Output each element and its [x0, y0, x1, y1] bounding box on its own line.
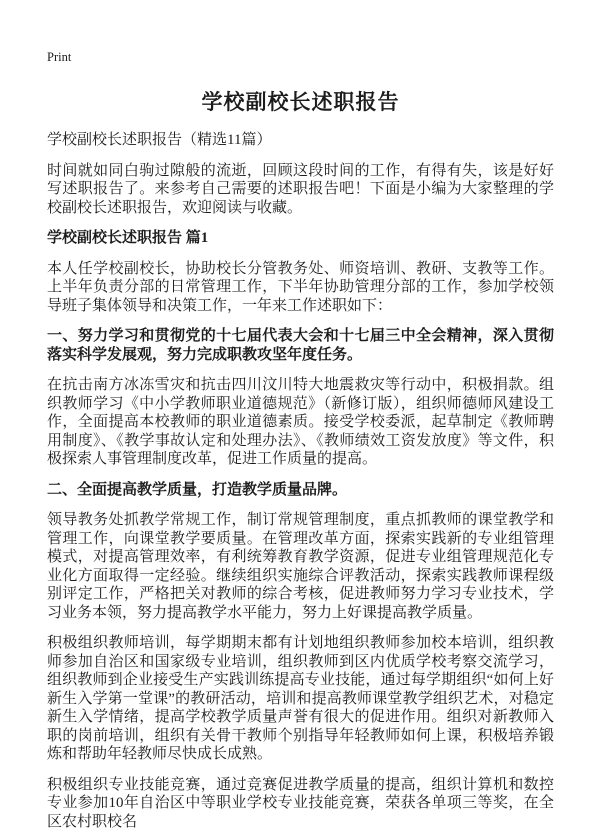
subsection-2-heading: 二、全面提高教学质量，打造教学质量品牌。	[47, 481, 554, 500]
subsection-2-paragraph-1: 领导教务处抓教学常规工作，制订常规管理制度，重点抓教师的课堂教学和管理工作，向课堂教学要质量。在管理改革方面，探索实践新的专业组管理模式，对提高管理效率，有利统筹教育教学资源，促进专业组管理规范化专业化方面取得一定经验。继续组织实施综合评教活动，探索实践教师课程级别评定工作，严格把关对教师的综合考核，促进教师努力学习专业技术，学习业务本领，努力提高教学水平能力，努力上好课提高教学质量。	[47, 511, 554, 622]
intro-paragraph: 时间就如同白驹过隙般的流逝，回顾这段时间的工作，有得有失，该是好好写述职报告了。来参考自己需要的述职报告吧！下面是小编为大家整理的学校副校长述职报告，欢迎阅读与收藏。	[47, 162, 554, 218]
print-link[interactable]: Print	[47, 50, 71, 64]
section-1-lead-paragraph: 本人任学校副校长，协助校长分管教务处、师资培训、教研、支教等工作。上半年负责分部的日常管理工作，下半年协助管理分部的工作，参加学校领导班子集体领导和决策工作，一年来工作述职如下：	[47, 260, 554, 316]
section-1-heading: 学校副校长述职报告 篇1	[47, 229, 554, 248]
subsection-1-heading: 一、努力学习和贯彻党的十七届代表大会和十七届三中全会精神，深入贯彻落实科学发展观，努力完成职教攻坚年度任务。	[47, 327, 554, 364]
subsection-2-paragraph-3: 积极组织专业技能竞赛，通过竞赛促进教学质量的提高，组织计算机和数控专业参加10年自治区中等职业学校专业技能竞赛，荣获各单项三等奖，在全区农村职校名	[47, 776, 554, 831]
document-subtitle: 学校副校长述职报告（精选11篇）	[47, 131, 554, 150]
subsection-1-paragraph-1: 在抗击南方冰冻雪灾和抗击四川汶川特大地震救灾等行动中，积极捐款。组织教师学习《中小学教师职业道德规范》（新修订版），组织师德师风建设工作，全面提高本校教师的职业道德素质。接受学校委派，起草制定《教师聘用制度》、《教学事故认定和处理办法》、《教师绩效工资发放度》等文件，积极探索人事管理制度改革，促进工作质量的提高。	[47, 376, 554, 469]
subsection-2-paragraph-2: 积极组织教师培训，每学期期末都有计划地组织教师参加校本培训，组织教师参加自治区和国家级专业培训，组织教师到区内优质学校考察交流学习，组织教师到企业接受生产实践训练提高专业技能，通过每学期组织“如何上好新生入学第一堂课”的教研活动，培训和提高教师课堂教学组织艺术，对稳定新生入学情绪，提高学校教学质量声誉有很大的促进作用。组织对新教师入职的岗前培训，组织有关骨干教师个别指导年轻教师如何上课，积极培养锻炼和帮助年轻教师尽快成长成熟。	[47, 634, 554, 764]
page-title: 学校副校长述职报告	[47, 89, 554, 115]
